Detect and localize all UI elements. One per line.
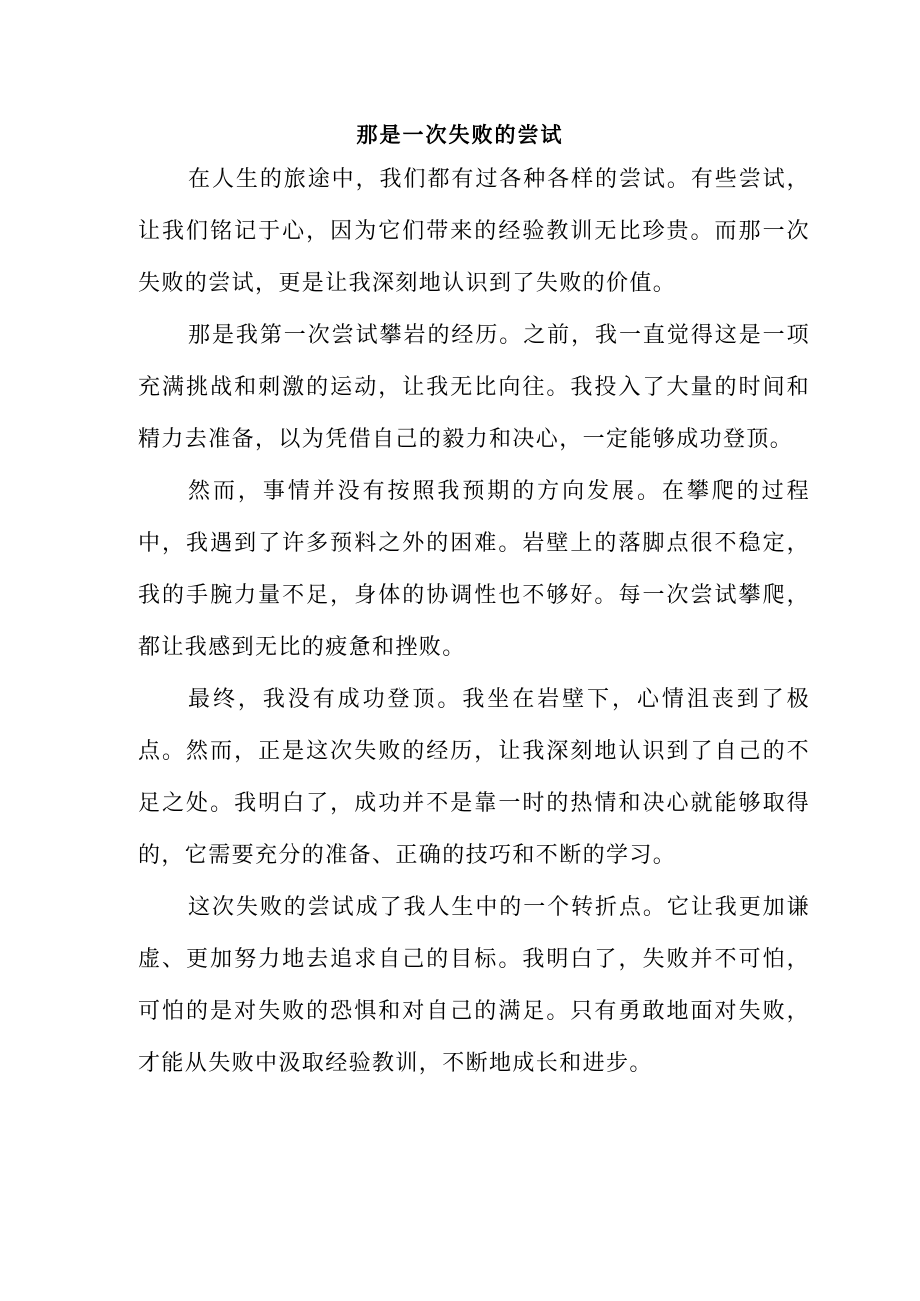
- paragraph-1: 在人生的旅途中，我们都有过各种各样的尝试。有些尝试，让我们铭记于心，因为它们带来的经验教训无比珍贵。而那一次失败的尝试，更是让我深刻地认识到了失败的价值。: [138, 167, 810, 296]
- paragraph-4: 最终，我没有成功登顶。我坐在岩壁下，心情沮丧到了极点。然而，正是这次失败的经历，让我深刻地认识到了自己的不足之处。我明白了，成功并不是靠一时的热情和决心就能够取得的，它需要充分的准备、正确的技巧和不断的学习。: [138, 687, 810, 868]
- document-body: [138, 154, 810, 1090]
- paragraph-3: 然而，事情并没有按照我预期的方向发展。在攀爬的过程中，我遇到了许多预料之外的困难。岩壁上的落脚点很不稳定，我的手腕力量不足，身体的协调性也不够好。每一次尝试攀爬，都让我感到无比的疲惫和挫败。: [138, 479, 810, 660]
- paragraph-2: 那是我第一次尝试攀岩的经历。之前，我一直觉得这是一项充满挑战和刺激的运动，让我无比向往。我投入了大量的时间和精力去准备，以为凭借自己的毅力和决心，一定能够成功登顶。: [138, 323, 810, 452]
- paragraph-5: 这次失败的尝试成了我人生中的一个转折点。它让我更加谦虚、更加努力地去追求自己的目标。我明白了，失败并不可怕，可怕的是对失败的恐惧和对自己的满足。只有勇敢地面对失败，才能从失败中汲取经验教训，不断地成长和进步。: [138, 895, 810, 1076]
- document-title: 那是一次失败的尝试: [356, 123, 564, 147]
